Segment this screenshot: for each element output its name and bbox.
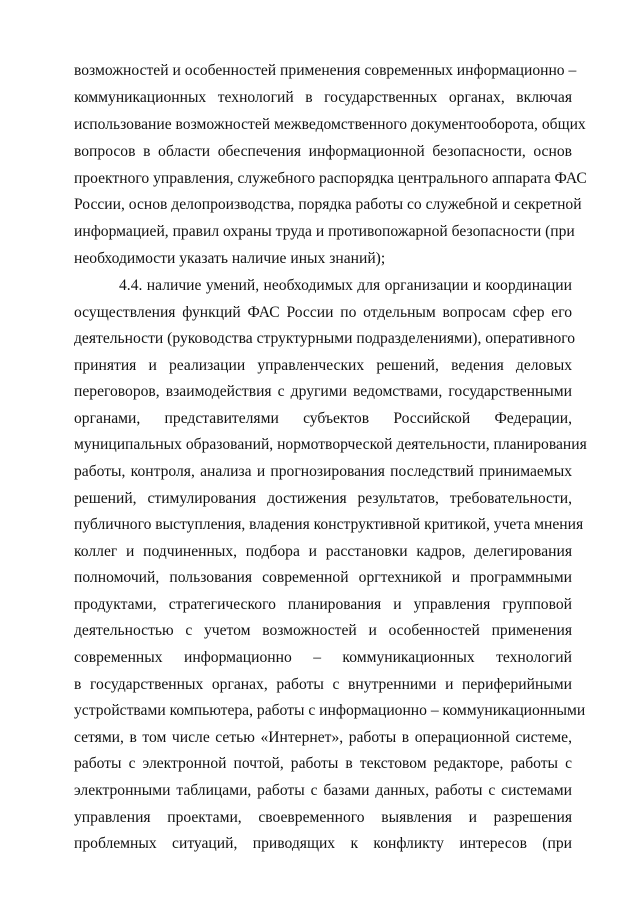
text-line-13: переговоров, взаимодействия с другими ведомствами, государственными — [74, 383, 572, 400]
text-line-29: управления проектами, своевременного выявления и разрешения — [74, 809, 572, 826]
text-line-11: деятельности (руководства структурными подразделениями), оперативного — [74, 330, 576, 347]
text-line-23: современных информационно – коммуникационных технологий — [74, 649, 572, 666]
text-line-18: публичного выступления, владения конструктивной критикой, учета мнения — [74, 516, 584, 533]
text-line-17: решений, стимулирования достижения результатов, требовательности, — [74, 490, 572, 507]
text-line-6: России, основ делопроизводства, порядка работы со служебной и секретной — [74, 196, 582, 213]
text-line-24: в государственных органах, работы с внутренними и периферийными — [74, 676, 572, 693]
text-line-2: коммуникационных технологий в государственных органах, включая — [74, 89, 572, 106]
text-line-30: проблемных ситуаций, приводящих к конфликту интересов (при — [74, 835, 572, 852]
text-line-22: деятельностью с учетом возможностей и особенностей применения — [74, 622, 572, 639]
text-line-4: вопросов в области обеспечения информационной безопасности, основ — [74, 143, 572, 160]
text-line-3: использование возможностей межведомственного документооборота, общих — [74, 116, 586, 133]
text-line-14: органами, представителями субъектов Российской Федерации, — [74, 410, 572, 427]
text-line-19: коллег и подчиненных, подбора и расстановки кадров, делегирования — [74, 543, 572, 560]
text-line-16: работы, контроля, анализа и прогнозирования последствий принимаемых — [74, 463, 572, 480]
text-line-8: необходимости указать наличие иных знаний); — [74, 250, 386, 267]
text-line-20: полномочий, пользования современной оргтехникой и программными — [74, 569, 572, 586]
text-line-28: электронными таблицами, работы с базами данных, работы с системами — [74, 782, 572, 799]
text-line-1: возможностей и особенностей применения современных информационно – — [74, 62, 577, 79]
paragraph-4-4-first-line: 4.4. наличие умений, необходимых для организации и координации — [119, 277, 572, 294]
text-line-12: принятия и реализации управленческих решений, ведения деловых — [74, 357, 572, 374]
text-line-21: продуктами, стратегического планирования и управления групповой — [74, 596, 572, 613]
text-line-27: работы с электронной почтой, работы в текстовом редакторе, работы с — [74, 755, 572, 772]
text-line-10: осуществления функций ФАС России по отдельным вопросам сфер его — [74, 304, 572, 321]
text-line-25: устройствами компьютера, работы с информационно – коммуникационными — [74, 702, 586, 719]
text-line-7: информацией, правил охраны труда и противопожарной безопасности (при — [74, 223, 575, 240]
text-line-15: муниципальных образований, нормотворческой деятельности, планирования — [74, 436, 587, 453]
text-line-26: сетями, в том числе сетью «Интернет», работы в операционной системе, — [74, 729, 572, 746]
text-line-5: проектного управления, служебного распорядка центрального аппарата ФАС — [74, 170, 587, 187]
